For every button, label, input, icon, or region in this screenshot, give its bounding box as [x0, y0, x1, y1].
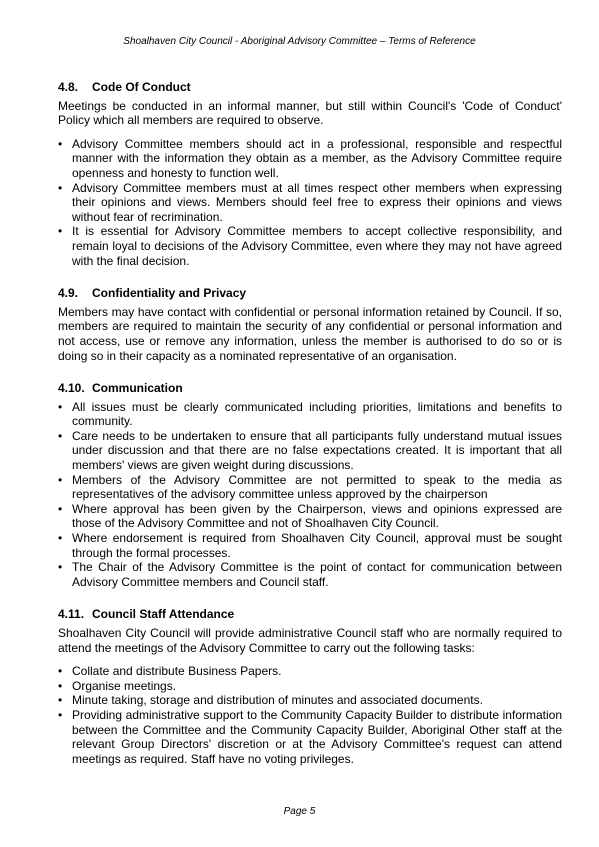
section-title: Communication	[92, 381, 183, 396]
document-body	[58, 80, 562, 776]
section-intro: Shoalhaven City Council will provide administrative Council staff who are normally required to attend the meetings of the Advisory Committee to carry out the following tasks:	[58, 626, 562, 655]
bullet-item: • Minute taking, storage and distribution of minutes and associated documents.	[58, 693, 562, 708]
section-communication	[58, 381, 562, 589]
section-title: Confidentiality and Privacy	[92, 286, 247, 301]
bullet-list	[58, 137, 562, 268]
bullet-item: • It is essential for Advisory Committee members to accept collective responsibility, and remain loyal to decisions of the Advisory Committee, even where they may not have agreed with the final decision.	[58, 224, 562, 268]
bullet-item: • Advisory Committee members should act in a professional, responsible and respectful manner with the information they obtain as a member, as the Advisory Committee require openness and honesty to function well.	[58, 137, 562, 181]
section-number: 4.11.	[58, 607, 85, 622]
bullet-item: • The Chair of the Advisory Committee is the point of contact for communication between Advisory Committee members and Council staff.	[58, 560, 562, 589]
section-heading	[58, 80, 562, 95]
bullet-list	[58, 400, 562, 590]
bullet-item: • All issues must be clearly communicated including priorities, limitations and benefits to community.	[58, 400, 562, 429]
section-number: 4.8.	[58, 80, 79, 94]
section-council-staff-attendance	[58, 607, 562, 766]
section-title: Council Staff Attendance	[92, 607, 235, 622]
bullet-item: • Organise meetings.	[58, 679, 562, 694]
bullet-item: • Where approval has been given by the Chairperson, views and opinions expressed are those of the Advisory Committee and not of Shoalhaven City Council.	[58, 502, 562, 531]
bullet-item: • Care needs to be undertaken to ensure that all participants fully understand mutual issues under discussion and that there are no false expectations created. It is important that all members' views are given weight during discussions.	[58, 429, 562, 473]
bullet-item: • Providing administrative support to the Community Capacity Builder to distribute information between the Committee and the Community Capacity Builder, Aboriginal Other staff at the relevant Group Directors' discretion or at the Advisory Committee's request can attend meetings as required. Staff have no voting privileges.	[58, 708, 562, 766]
bullet-item: • Advisory Committee members must at all times respect other members when expressing their opinions and views. Members should feel free to express their opinions and views without fear of recrimination.	[58, 181, 562, 225]
section-confidentiality	[58, 286, 562, 363]
bullet-item: • Where endorsement is required from Shoalhaven City Council, approval must be sought through the formal processes.	[58, 531, 562, 560]
bullet-list	[58, 664, 562, 766]
bullet-item: • Members of the Advisory Committee are not permitted to speak to the media as representatives of the advisory committee unless approved by the chairperson	[58, 473, 562, 502]
section-heading	[58, 381, 562, 396]
section-heading	[58, 286, 562, 301]
section-code-of-conduct	[58, 80, 562, 268]
page-header: Shoalhaven City Council - Aboriginal Advisory Committee – Terms of Reference	[123, 36, 476, 47]
section-title: Code Of Conduct	[92, 80, 191, 94]
section-number: 4.9.	[58, 286, 79, 301]
page-number: Page 5	[283, 806, 316, 817]
section-intro: Members may have contact with confidential or personal information retained by Council. If so, members are required to maintain the security of any confidential or personal information and not access, use or remove any information, unless the member is authorised to do so or is doing so in their capacity as a nominated representative of an organisation.	[58, 304, 562, 363]
section-intro: Meetings be conducted in an informal manner, but still within Council's 'Code of Conduct' Policy which all members are required to observe.	[58, 98, 562, 128]
section-heading	[58, 607, 562, 622]
section-number: 4.10.	[58, 381, 85, 396]
bullet-item: • Collate and distribute Business Papers.	[58, 664, 562, 679]
